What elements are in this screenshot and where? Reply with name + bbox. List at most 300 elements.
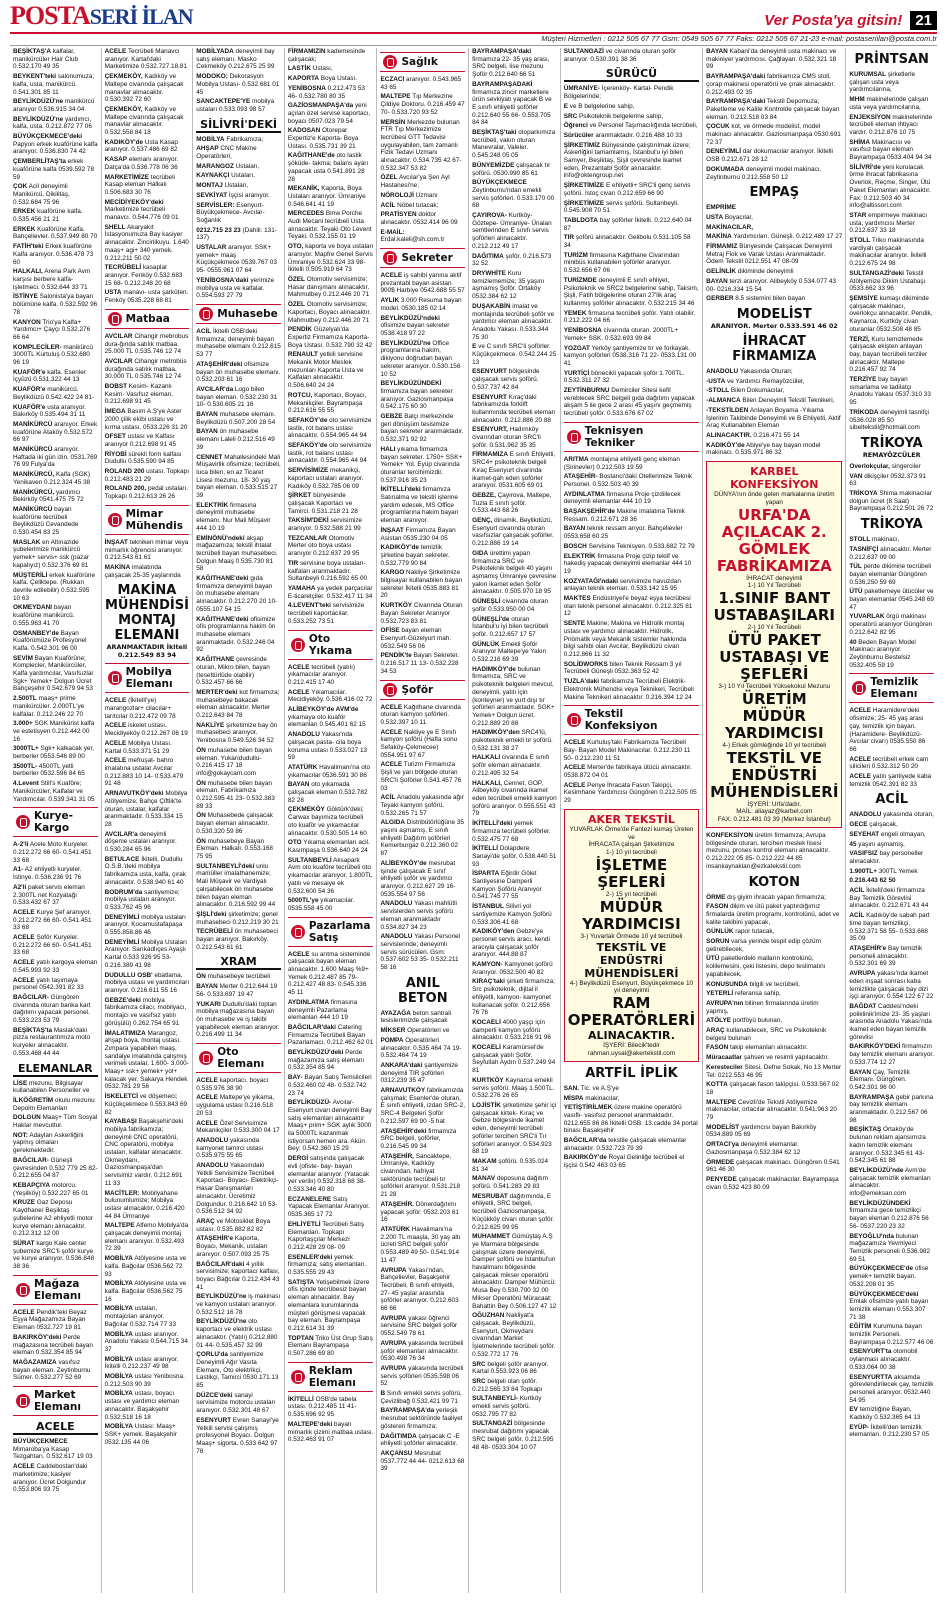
classified-ad — [706, 214, 842, 222]
classified-ad — [849, 473, 934, 488]
ad-text: üzere makine operatörü vasıflı- vasıfsız personel aranmaktadır. 0212.655 86 86 İkitelli OSB. 13.cadde 34 portal binası Başakşehir — [563, 1104, 698, 1135]
ad-text: firmamıza zincir marketlere ürün sevkiyatı yapacak B ve E sınıfı ehliyetli şoförler 0.212.640 55 66- 0.553.705 84 84 — [472, 88, 552, 127]
ad-text: deneyimli elemanlar. Gaziosmanpaşa 0.532.384 62 12 — [706, 1141, 801, 1156]
ad-text: şirketimize şehir içi çalışacak kirtek- Kıraç ve Gebze bölgesinde ikamet eden, deneyimli tecrübeli şoförler tercihen SRC'li Tır şoförleri aranıyor. 0.534.923 88 19 — [472, 1102, 557, 1156]
ad-text: Satış Yapacak Elemanlar Aranıyor. 0535.365 17 72 — [287, 1195, 370, 1219]
ad-headline: ACELE — [104, 757, 127, 765]
ad-headline: BAY- — [287, 1074, 303, 1082]
ad-headline: ANADOLU — [380, 900, 413, 908]
classified-ad — [13, 48, 98, 71]
ad-text: kaportacı, boyacı 0.535.976 38 90 — [196, 1077, 269, 1092]
section-header — [196, 1043, 281, 1073]
section-header — [380, 680, 465, 700]
classified-ad — [564, 525, 699, 540]
ad-text: muhasebe bilen bayan eleman. Fabrikamıza 0.212.595 41 23- 0.532.383 89 33 — [196, 779, 275, 810]
ad-text: 4000 yaşçı için damperli kamyon şoförü alınacaktır. 0.533.216 91 96 — [472, 1018, 551, 1042]
classified-ad — [13, 73, 98, 96]
ad-text: Basım A.Ş'ye Aster 2000 çilik ekibi ustası ve kırma ustası. 0533.226 31 20 — [104, 408, 188, 431]
ad-headline: ALİBEYKÖY'de AVM'de — [287, 706, 359, 714]
ad-text: Kaporta, Boya Ustaları aranıyor. Ümraniye 0.546.641 41 19 — [287, 185, 366, 208]
ad-text: Distribütörlüğüne 35 yaşını aşmamış, E sınıfı ehliyetli Dağıtım şoförleri Kemerburgaz 0.212.360 02 87 — [380, 819, 464, 858]
classified-ad — [105, 358, 190, 381]
ad-headline: TOPTAN — [287, 1334, 314, 1342]
ad-text: şirketlerle çalışan usta veya yardımcılarına, — [849, 71, 916, 94]
ad-headline: ACELE — [13, 934, 35, 942]
ad-headline: BEYLİKDÜZÜ'ne — [13, 115, 64, 123]
ad-headline: İSPARTA — [472, 870, 500, 878]
ad-headline: KASAP — [104, 156, 127, 164]
ad-headline: ACELE — [849, 755, 872, 763]
classified-ad — [849, 71, 934, 94]
ad-headline: KIRAÇ'taki — [472, 978, 505, 986]
ad-text: firmamıza gece temizlikçi bayan eleman 0.212.876 56 56- 0537.220 23 32 — [849, 1207, 929, 1230]
ad-text: Turizm Firmamıza Şişli ve yarı bölgede oturan SRC'li Şoförler 0.541.457 76 03 — [380, 761, 462, 792]
classified-ad — [288, 585, 374, 600]
classified-ad — [706, 268, 842, 276]
ad-text: aranıyor. SSK+ yemek+ maaş Küçükçekmece 0539.767 03 95- 0555.961 07 64 — [196, 244, 277, 275]
classified-ad — [706, 387, 842, 395]
ad-text: dikişçiler 0532.373 91 63 — [849, 472, 927, 488]
classified-ad — [849, 463, 934, 471]
boxed-ad-line: 4-) Erkek gömleğinde 10 yıl tecrübeli — [722, 741, 827, 749]
ad-text: Nakliye Şirketimize bilgisayar kullanabilen bayan sekreter İkitelli 0535.883 81 20 — [380, 569, 463, 600]
display-ad — [849, 436, 934, 459]
ad-headline: BEYLİKDÜZÜ'nde — [849, 1166, 904, 1174]
ad-text: bayan mimarlık çizimi matbaa ustası. 0.532.463 91 07 — [287, 1420, 374, 1444]
ad-headline: MANİKÜRCÜ — [13, 420, 53, 428]
ad-headline: GECE — [849, 821, 868, 829]
phone-icon — [291, 1370, 305, 1384]
classified-ad — [472, 517, 557, 548]
ad-headline: ESENLER'deki — [287, 1253, 333, 1261]
display-ad — [564, 1066, 699, 1081]
subsection-title: SÜRÜCÜ — [564, 67, 699, 82]
ad-headline: ACELE — [104, 722, 127, 730]
ad-headline: OFİSE — [380, 627, 400, 635]
classified-ad — [380, 1062, 465, 1085]
ad-text: Anlayan Boyama -Yıkama İşlerinin Takibinde Deneyimli ve B Ehliyetli, Aktif Araç Kullanabilen Eleman — [706, 406, 841, 430]
ad-text: Endüstriyel'e beyaz eşya tecrübesi olan teknik personel alınacaktır. 0.212.325 81 12 — [563, 595, 693, 618]
boxed-ad-line: İŞYERİ: Urfa'dadır. — [747, 800, 802, 808]
ad-text: Muhasebede çalışacak bayan eleman alınacaktır. 0.530.320 59 86 — [196, 812, 273, 835]
boxed-ad-line: MAİL: aliayaz@karbel.com — [736, 808, 813, 816]
classified-ad — [849, 773, 934, 788]
ad-text: Dekorasyon Mobilya Ustası- 0.532.681 01 45 — [196, 73, 280, 96]
classified-ad — [706, 1141, 842, 1156]
classified-ad — [380, 933, 465, 972]
classified-ad — [472, 870, 557, 901]
ad-text: Haramidere'deki ofisimize; 25- 45 yaş arası çay, temizlik için bayan. (Haramidere- Beylikdüzü- Avcılar civarı) 0535.550 86 66 — [849, 707, 926, 753]
section-title: Şoför — [401, 683, 434, 696]
ad-text: Kaportacı, Boyacı, Mekanikçiler. Bayrampaşa 0.212.616 55 55 — [287, 391, 367, 415]
contact-line: Müşteri Hizmetleri : 0212 505 67 77 Gsm: 0549 505 67 77 Faks: 0212 505 67 21-23 e-mail: postaseriilan@posta.com.tr — [10, 34, 937, 46]
classified-ad — [706, 955, 842, 978]
ad-text: ustası aranıyor. İkitelli 0.212.237 49 98 — [104, 1355, 179, 1371]
classified-ad — [196, 1001, 281, 1040]
ad-headline: ACELE — [13, 976, 35, 984]
classified-ad — [564, 310, 699, 325]
ad-text: bay bayan ısmarlama ve tadilatçı Anadolu Yakası 0537.310 33 95 — [849, 376, 931, 407]
ad-text: manavı- usta şarküten. Fenköy 0535.228 68 81 — [104, 289, 189, 305]
ad-text: bayan eleman Esenyurt-Güzelyurt mah. 0532.549 56 06 — [380, 627, 452, 650]
boxed-ad-line: 2-) 10 Yıl Tecrübeli — [747, 624, 801, 632]
ad-headline: 3.000+ — [13, 720, 33, 728]
ad-headline: SULTANBEYLİ'deki — [196, 862, 255, 870]
section-header — [13, 1386, 98, 1416]
ad-headline: BEŞİKTAŞ'taki — [472, 129, 517, 137]
classified-ad — [196, 812, 281, 835]
ad-headline: MAĞAZAMIZA — [13, 1358, 57, 1366]
classified-ad — [288, 706, 374, 729]
classified-ad — [472, 754, 557, 777]
ad-headline: STOLL — [849, 237, 871, 245]
ad-text: ustası Yenibosna. 0.212.503 90 39 — [104, 1373, 185, 1388]
classified-ad — [105, 539, 190, 562]
classified-ad — [288, 185, 374, 208]
classified-ad — [849, 1069, 934, 1092]
ad-text: Ortaköy'de bulunan reklam ajansımıza kadın temizlik elemanı aranıyor. 0.532.345 61 43- 0.542.345 61 88 — [849, 1126, 926, 1165]
ad-text: akşap mağazamıza; tekstil ihtalat tecrübeli bayan muhasebeci. Dolgun Maaş 0.535.730 81 58 — [196, 534, 278, 573]
classified-ad — [288, 75, 374, 83]
ad-headline: YETİŞTİRİLMEK — [563, 1104, 613, 1112]
ad-headline: SAN. — [563, 1084, 579, 1092]
classified-ad — [706, 832, 842, 871]
classified-ad — [706, 990, 842, 998]
ad-headline: ACELE — [380, 761, 403, 769]
ad-text: paketlemeye ütücüler ve bayan elemanlar 0545.248 69 47 — [849, 588, 934, 611]
ad-headline: MECİDİYEKÖY'deki — [104, 198, 164, 206]
ad-text: Tekstil Depomuza; Paketleme ve Kalite Kontrolde çalışacak bayan eleman. 0.212.518 03 84 — [706, 98, 840, 121]
section-title: Sekreter — [401, 252, 453, 265]
classified-ad — [380, 729, 465, 760]
ad-text: belgeli şoför aranıyor. Kartal 0.553.923 06 86 — [472, 1360, 549, 1376]
display-ad — [849, 792, 934, 807]
classified-ad — [13, 98, 98, 113]
ad-text: Kurtköy emekli servis şoförü. 0532.795 77 82 — [472, 1395, 542, 1418]
classified-ad — [706, 148, 842, 163]
classified-ad — [564, 1095, 699, 1103]
classified-ad — [105, 889, 190, 912]
ad-text: Tecrübeli Satış Elemanları. Topkapı Kaportaşçılar Merkezi 0.212.428 29 08- 09 — [287, 1220, 365, 1251]
ad-headline: MERTER'deki — [196, 688, 238, 696]
section-header — [13, 1275, 98, 1305]
ad-text: montajına ehliyetli genç eleman (Sirinevler) 0.212.503 19 59 — [563, 455, 680, 471]
ad-headline: SİLİVRİ'de — [849, 163, 881, 171]
phone-icon — [108, 312, 122, 326]
ad-text: usta aranıyor. Bakırköy 0.535.494 31 11 — [13, 403, 86, 419]
ad-text: bulunan mağazamıza Yevmiyeci Temizlik personeli 0.536.982 69 51 — [849, 1232, 931, 1263]
ad-headline: BAYRAMPAŞA'daki — [472, 48, 532, 55]
classified-ad — [380, 819, 465, 858]
classified-ad — [105, 722, 190, 737]
ad-text: terzi aranıyor. Alibeyköy 0.534.077 43 00- 0216.334 15 54 — [706, 277, 837, 293]
section-header — [380, 248, 465, 268]
ad-text: deneyimli bay satış elemanı. Masko Cekmeköy 0.212.675 25 99 — [196, 48, 275, 71]
ad-text: muhasebe bilen bayan eleman. Yukarıdudullu- 0.216.415 17 18 info@gokaycam.com — [196, 746, 272, 777]
ad-text: firmasına Kağıthane Civarından minibüs kullanabilen şoförler aranıyor. 0.532.656 67 06 — [563, 251, 680, 275]
ad-headline: ACİL — [849, 912, 865, 920]
ad-headline: SOLİDWORKS — [563, 660, 608, 668]
classified-ad — [13, 1359, 98, 1382]
phone-icon — [108, 513, 122, 527]
ad-text: bönecikli yapacak şoför 1.700TL. 0.532.311 27 32 — [563, 369, 685, 385]
ad-text: Yerköy şantiyemize tır ve forkayak. kamyon şoförleri 0538.316 71 22- 0533.131 00 41 — [563, 344, 697, 367]
ad-headline: ÇEKMEKÖY — [287, 806, 325, 814]
ad-headline: MANAV — [472, 1175, 496, 1183]
ad-text: 3.000 Resuma bayan model. 0530.185 02 14 — [380, 297, 462, 312]
ad-text: Gebze'ye personel servis aracı, kendi aracıyla çalışacak şoför aranıyor. 444.88 87 — [472, 928, 550, 959]
display-ad-title: TRİKOYA — [860, 517, 923, 533]
ad-text: Dönerdağıtımı yapacak şoför. 0532.203 61 16 — [380, 1200, 459, 1224]
classified-ad — [380, 900, 465, 931]
ad-headline: LASTİK — [287, 65, 311, 73]
ad-headline: GÜNEŞLİ — [472, 598, 501, 606]
classified-ad — [196, 1417, 281, 1456]
ad-text: çalışacak, — [867, 821, 898, 829]
ad-headline: KUAFÖR'e — [13, 386, 46, 394]
ad-text: Catering Firmamıza Tecrübeli Bayan Pazarlamacı. 0.212.462 62 01 — [287, 1023, 374, 1047]
ad-headline: BAKIRKÖY'DEKİ — [849, 1043, 901, 1051]
ad-headline: ACELE — [287, 950, 310, 958]
ad-headline: ANADOLU — [196, 1162, 229, 1170]
classified-ad — [380, 380, 465, 411]
ad-text: Bilen Dokumacılar, — [729, 387, 785, 395]
ad-text: Usta Kasap aranıyor. 0.537.486 69 82 — [104, 138, 178, 154]
ad-text: yerimize mobilya usta ve kalfalar. 0.554.593 27 79 — [196, 276, 275, 300]
ad-headline: ACİL — [380, 794, 396, 802]
ad-headline: BEYLİKDÜZÜ'ne — [13, 98, 64, 106]
ad-text: makinacı, — [870, 536, 900, 544]
classified-ad — [849, 1323, 934, 1346]
ad-headline: AVCILAR'a — [104, 830, 138, 838]
ad-text: Aksapark Avm oto kuaföre tecrübeli oto yıkamacılar aranıyor. 1.800TL yatılı ve mesaiye ek 0.532.600 54 36 — [287, 856, 373, 895]
classified-ad — [706, 224, 842, 232]
classified-ad — [380, 704, 465, 727]
classified-ad — [564, 553, 699, 576]
ad-text: yakasında tecrübeli servis şoförleri 0535.598 06 52 — [380, 1364, 464, 1388]
ad-text: İkitelli OSB'deki firmamıza; deneyimli bayan muhasebe elemanı 0.212.615 53 77 — [196, 327, 281, 359]
ad-headline: İMEGA — [104, 408, 126, 416]
ad-headline: BAKIRKÖY'deki — [13, 1333, 62, 1341]
ad-headline: AVRUPA — [380, 1266, 407, 1274]
ad-text: otoparkımıza tecrübeli, vakın oturan Manevralar, Valeler. 0.545.248 05 05 — [472, 129, 556, 160]
classified-ad — [13, 404, 98, 419]
ad-text: tekniken mimar veya mimarlık öğrencisi aranıyor. 0.212.543 61 61 — [104, 538, 189, 562]
classified-ad — [472, 978, 557, 1017]
classified-ad — [105, 106, 190, 137]
ad-text: firmamıza SRC belgeli, şoförler, 0.216.545 99 34 — [380, 1127, 457, 1150]
ad-headline: BEŞİKTAŞ'A — [13, 48, 51, 55]
ad-text: singerciler — [889, 462, 921, 470]
ad-text: Evren Sanayi'ye Yetkili servisi çalışmış profesyonel Boyacı. Dolgun Maaş+ sigorta. 0.533 642 97 78 — [196, 1416, 279, 1455]
classified-ad — [706, 204, 842, 212]
classified-ad — [13, 959, 98, 974]
ad-headline: DENEYİMLİ — [706, 148, 741, 156]
classified-ad — [196, 48, 281, 71]
ad-text: şoför. 0.216.573 32 52 — [472, 252, 552, 268]
classified-ad — [849, 139, 934, 162]
classified-ad — [564, 370, 699, 385]
boxed-ad-line: 3-) 10 Yıl Tecrübeli Yüksekokul Mezunu — [718, 683, 831, 690]
classified-ad — [105, 289, 190, 304]
ad-headline: ÖRMEDE — [706, 1158, 735, 1166]
classified-ad — [849, 588, 934, 611]
classified-ad — [472, 1395, 557, 1418]
ad-text: Yıkamacılar. Mecidiyeköy. 0.536.416 02 72 — [287, 688, 373, 704]
ad-headline: SULTANGAZİ'deki — [849, 269, 904, 277]
classified-ad — [849, 1126, 934, 1165]
ad-text: ebatlama, mobilya ustası ve yardımcıları aranıyor. 0.216.611 55 16 — [104, 971, 190, 994]
ad-text: yakasında oturan, — [881, 811, 934, 819]
classified-ad — [849, 563, 934, 586]
classified-ad — [706, 938, 842, 953]
classified-ad — [380, 93, 465, 116]
ad-headline: ANADOLU — [196, 1136, 229, 1144]
ad-headline: ACELE — [849, 773, 872, 781]
ad-text: yatılı taşımaya personel 0542.391 82 33 — [13, 976, 84, 992]
ad-headline: -USTA — [706, 377, 726, 385]
ad-headline: YENİBOSNA — [563, 327, 602, 335]
ad-headline: KUAFÖR'e — [13, 403, 46, 411]
boxed-ad-line: TEKSTİL VE ENDÜSTRİ MÜHENDİSLERİ — [710, 748, 839, 801]
classified-ad — [849, 270, 934, 293]
ad-text: çalışacak tır şoförü. 0530.990 85 61 — [472, 161, 551, 177]
ad-text: kot, ve örmede modelist, model makinacı alınacaktır. Gaziosmanpaşa 0530.691 72 37 — [706, 123, 841, 146]
ad-text: (Dahili: 131-137) — [196, 226, 277, 242]
ad-headline: HALKALI — [472, 754, 501, 762]
ad-text: servisimize havuzdan anlayan teknik eleman. 0.533.142 15 95 — [563, 577, 681, 593]
ad-text: (İkitelli'ye) marangozlar+ cilacılar+ tarıtcılar 0.212.472 09 78 — [104, 697, 176, 720]
classified-ad — [472, 179, 557, 210]
classified-ad — [564, 678, 699, 701]
ad-text: aranmaktadır. 0.216.488 10 33 — [593, 131, 683, 139]
ad-headline: GÜNLÜK — [472, 640, 500, 648]
ad-headline: DOKUMADA — [706, 165, 745, 173]
classified-ad — [13, 745, 98, 760]
ad-headline: TERZİYE — [849, 376, 877, 384]
classified-ad — [105, 1190, 190, 1221]
classified-ad — [564, 661, 699, 676]
classified-ad — [196, 1293, 281, 1316]
ad-text: Havalimanı'na oto yıkamacılar 0536.591 30 86 — [287, 763, 371, 779]
ad-headline: KAĞITHANE'deki — [196, 575, 249, 583]
ad-text: tekstile çalışacak elemanlar alınacaktır. 0.532.723 79 39 — [563, 1137, 687, 1152]
ad-text: Kurumuna bayan temizlik Personeli. Bayrampaşa 0.212.577 46 06 — [849, 1323, 934, 1346]
classified-ad — [13, 268, 98, 291]
ad-headline: SRC — [472, 1360, 486, 1368]
ad-text: bay personeller alınacaktır. — [849, 850, 924, 865]
ad-headline: MAKAM — [472, 1157, 497, 1165]
classified-ad — [564, 200, 699, 215]
ad-text: Özel Servisimize Mekanikçiler 0.533.300 04 17 — [196, 1119, 280, 1135]
ad-headline: DAĞITIMDA — [380, 1432, 417, 1440]
classified-ad — [288, 152, 374, 183]
boxed-ad-line: İŞYERİ: Bilecik'tedir — [603, 1042, 660, 1050]
classified-ad — [196, 1077, 281, 1092]
ad-text: dış giyim ihracatı yapan firmamıza; — [725, 893, 826, 901]
classified-ad — [472, 961, 557, 976]
ad-text: Şoför Kuryeler. 0.212.272 66 60- 0.541.451 33 68 — [13, 934, 92, 957]
classified-ad — [380, 1365, 465, 1388]
ad-text: oto servisimize lastik, rot balans ustası alınacaktır. 0.554.965 44 94 — [287, 416, 372, 440]
ad-headline: BAĞDAT — [849, 1002, 877, 1010]
classified-ad — [105, 1280, 190, 1303]
classified-ad — [380, 340, 465, 379]
classified-ad — [13, 319, 98, 342]
ad-text: erkek kuaförüne kalfa 0539.592 78 59 — [13, 158, 95, 181]
ad-headline: ROLAND 200 — [104, 468, 145, 476]
ad-headline: KANYON — [13, 318, 41, 326]
ad-headline: DERGİ — [287, 1155, 309, 1163]
ad-headline: İKİTELLİ'deki — [472, 820, 513, 828]
classified-ad — [196, 722, 281, 745]
classified-ad — [288, 351, 374, 390]
ad-text: kasaplar aranıyor. Fenköy 0.532.683 15 68- 0.212.248 20 68 — [104, 264, 183, 287]
classified-ad — [472, 81, 557, 127]
ad-headline: KOTTA — [706, 1081, 728, 1089]
classified-ad — [849, 536, 934, 544]
ad-headline: BEYLİKDÜZÜNDEKİ — [380, 380, 442, 388]
ad-text: Çayırova, Maltepe, Tuzla E sınıfı şoför. 0.533.443 68 26 — [472, 491, 552, 515]
classified-ad — [105, 1118, 190, 1187]
ad-headline: ROLAND 200, — [104, 485, 147, 493]
phone-icon — [108, 671, 122, 685]
ad-text: Perde mağazasına tecrübeli bayan eleman 0.532.354 85 94 — [13, 1333, 93, 1357]
classified-ad — [196, 182, 281, 190]
ad-headline: ELEKTRİK — [563, 552, 596, 560]
ad-text: A2 ehliyetli kuryeler. İstinye. 0.536.236 91 76 — [13, 866, 82, 882]
ad-headline: ANKARA'daki — [380, 1061, 423, 1069]
ad-text: tecrübeli Kasap eleman Halkalı 0.506.683 30 76 — [104, 173, 175, 196]
classified-ad — [849, 1406, 934, 1421]
ad-headline: MALTEPE — [104, 1222, 135, 1230]
ad-headline: BEYLİKDÜZÜ'ne — [196, 1318, 247, 1326]
ad-headline: OTO — [287, 839, 302, 847]
ad-headline: PENYEDE — [706, 1176, 737, 1183]
ad-text: şirketimize bay ön muhasebeci aranıyor. Yenibosna 0.549.526 34 52 — [196, 721, 278, 745]
ad-text: Bmw Porche Audi Mecani tecrübeli Usta alınacaktır. Teyaki Oto Levent Teyaki. 0.532.155 01 19 — [287, 210, 372, 241]
classified-ad — [13, 977, 98, 992]
classified-ad — [380, 627, 465, 650]
ad-text: firmasına deneyimli Pazarlama elemanları 444 10 19 — [287, 998, 358, 1022]
classified-ad — [196, 1235, 281, 1258]
ad-headline: KAĞITHANE — [196, 656, 235, 664]
ad-text: bilinen firmalarında üretim yapmış, — [706, 999, 819, 1015]
ad-text: Yardımcıları. Güneşli. 0.212.489 17 27 — [731, 233, 843, 241]
classified-ad — [849, 336, 934, 375]
display-ad — [105, 583, 190, 659]
ad-text: yetkili servisine Mekanik Motor Meslek mezunları Kaporta Usta ve Kalfaları alınacaktır. 0.506.640 24 24 — [287, 351, 364, 390]
classified-ad — [706, 442, 842, 457]
ad-text: servis şoförü. Sultanbeyli. 0.545.908 70 51 — [563, 199, 679, 215]
ad-headline: LİSE — [13, 1079, 28, 1087]
ad-text: Trio'ya Kalfa+ Yardımcı+ Çayçı 0.532.276 66 64 — [13, 318, 91, 341]
classified-ad — [105, 174, 190, 197]
classified-ad — [706, 278, 842, 293]
ad-headline: MODELİST — [706, 1123, 740, 1131]
ad-headline: PRATİSYEN — [380, 211, 417, 219]
ad-text: muhasebeye tecrübeli — [205, 973, 271, 981]
ad-text: çevresinde oturan, Mikro bilen, bayan (tesettürlüde olabilir) 0.532.457 66 66 — [196, 656, 270, 687]
classified-ad — [472, 426, 557, 449]
ad-text: Kesim- Kazanlı Kesim- Vasıfsız eleman. 0.212.698 91 45 — [104, 383, 174, 406]
ad-text: ürettimi yapan firmamıza SRC ve Psikoteknik belgeli 40 yaşını aşmamış Ümraniye çevresine yakın ikamet eden Şoför alınacaktır. 0.505.970 18 95 — [472, 549, 557, 596]
ad-text: Avcılar- Esenyurt civarı deneyimli Bay satış elemanları alınacaktır Maaş+ prim+ SGK aylık 3000 ila 5000TL kazanmak istiyorsan hemen ara. Akün Bey: 0.542.360 15 29 — [287, 1099, 372, 1153]
ad-headline: İNŞAAT — [380, 526, 404, 534]
ad-headline: BEŞİKTAŞ'ta — [13, 1026, 53, 1034]
ad-text: okulu mezunu Depolm Elemanları — [13, 1096, 95, 1112]
ad-headline: BAYAN — [706, 277, 728, 285]
